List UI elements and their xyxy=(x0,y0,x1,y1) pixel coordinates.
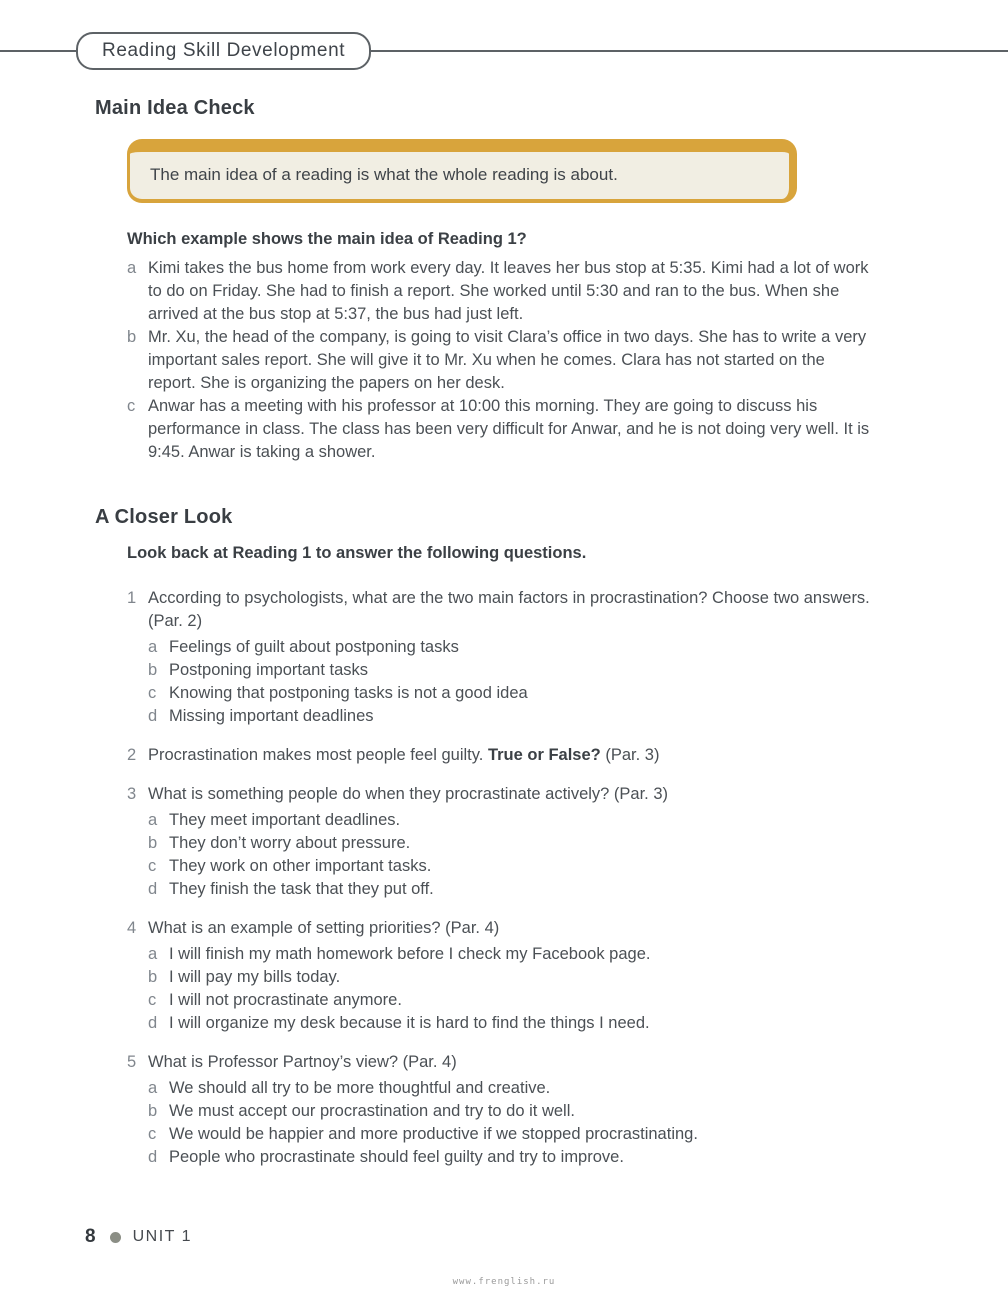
question-3 xyxy=(127,783,872,901)
option-c xyxy=(148,989,872,1012)
main-idea-callout: The main idea of a reading is what the whole reading is about. xyxy=(127,139,797,203)
option-b xyxy=(148,966,872,989)
question-4 xyxy=(127,917,872,1035)
main-idea-heading: Main Idea Check xyxy=(95,97,255,119)
option-c xyxy=(148,855,872,878)
option-d xyxy=(148,1012,872,1035)
example-item-a xyxy=(127,257,872,326)
question-text-pre: What is an example of setting priorities? (Par. 4) xyxy=(148,919,500,937)
example-letter: b xyxy=(127,328,137,346)
main-idea-prompt: Which example shows the main idea of Reading 1? xyxy=(127,230,527,248)
question-text xyxy=(148,587,872,633)
option-letter: a xyxy=(148,638,158,656)
watermark: www.frenglish.ru xyxy=(452,1277,556,1287)
option-letter: b xyxy=(148,834,158,852)
option-c xyxy=(148,682,872,705)
option-b xyxy=(148,832,872,855)
question-text xyxy=(148,1051,872,1074)
question-text-pre: According to psychologists, what are the two main factors in procrastination? Choose two answers. (Par. 2) xyxy=(148,589,870,630)
option-b xyxy=(148,1100,872,1123)
page-footer xyxy=(85,1226,192,1248)
option-text: They don’t worry about pressure. xyxy=(169,834,411,852)
question-row xyxy=(127,587,872,633)
option-text: I will not procrastinate anymore. xyxy=(169,991,402,1009)
option-letter: d xyxy=(148,880,158,898)
footer-bullet-icon xyxy=(110,1232,121,1243)
question-text xyxy=(148,917,872,940)
example-text: Mr. Xu, the head of the company, is going to visit Clara’s office in two days. She has to write a very important sales report. She will give it to Mr. Xu when he comes. Clara has not started on the report. She is organizing the papers on her desk. xyxy=(148,328,867,392)
option-text: They finish the task that they put off. xyxy=(169,880,434,898)
question-number: 2 xyxy=(127,746,137,764)
option-text: They meet important deadlines. xyxy=(169,811,401,829)
option-letter: d xyxy=(148,707,158,725)
example-letter: c xyxy=(127,397,136,415)
option-text: They work on other important tasks. xyxy=(169,857,432,875)
option-list xyxy=(148,809,872,901)
section-tab: Reading Skill Development xyxy=(76,32,371,70)
option-c xyxy=(148,1123,872,1146)
option-letter: d xyxy=(148,1014,158,1032)
option-text: Postponing important tasks xyxy=(169,661,369,679)
closer-look-heading: A Closer Look xyxy=(95,506,233,528)
question-text xyxy=(148,783,872,806)
option-text: I will organize my desk because it is hard to find the things I need. xyxy=(169,1014,650,1032)
option-letter: c xyxy=(148,991,157,1009)
option-list xyxy=(148,943,872,1035)
option-text: Feelings of guilt about postponing tasks xyxy=(169,638,459,656)
option-list xyxy=(148,1077,872,1169)
option-text: I will finish my math homework before I check my Facebook page. xyxy=(169,945,651,963)
option-a xyxy=(148,809,872,832)
question-1 xyxy=(127,587,872,728)
example-text: Anwar has a meeting with his professor at 10:00 this morning. They are going to discuss his performance in class. The class has been very difficult for Anwar, and he is not doing very well. It is 9:45. Anwar is taking a shower. xyxy=(148,397,870,461)
question-list xyxy=(127,587,872,1169)
option-a xyxy=(148,943,872,966)
closer-look-instruction: Look back at Reading 1 to answer the following questions. xyxy=(127,544,587,562)
question-number: 4 xyxy=(127,919,137,937)
question-text xyxy=(148,744,872,767)
header-tab-row xyxy=(0,32,1008,70)
question-2 xyxy=(127,744,872,767)
option-letter: c xyxy=(148,857,157,875)
option-letter: d xyxy=(148,1148,158,1166)
option-list xyxy=(148,636,872,728)
question-text-pre: What is something people do when they procrastinate actively? (Par. 3) xyxy=(148,785,669,803)
option-letter: a xyxy=(148,811,158,829)
option-d xyxy=(148,1146,872,1169)
example-text: Kimi takes the bus home from work every day. It leaves her bus stop at 5:35. Kimi had a lot of work to do on Friday. She had to finish a report. She worked until 5:30 and ran to the bus. When she arrived at the bus stop at 5:37, the bus had just left. xyxy=(148,259,869,323)
option-letter: b xyxy=(148,1102,158,1120)
option-text: We must accept our procrastination and try to do it well. xyxy=(169,1102,575,1120)
question-number: 1 xyxy=(127,589,137,607)
option-a xyxy=(148,636,872,659)
option-text: Knowing that postponing tasks is not a good idea xyxy=(169,684,528,702)
option-letter: c xyxy=(148,684,157,702)
option-text: We would be happier and more productive if we stopped procrastinating. xyxy=(169,1125,698,1143)
option-letter: a xyxy=(148,1079,158,1097)
option-text: We should all try to be more thoughtful and creative. xyxy=(169,1079,551,1097)
option-text: I will pay my bills today. xyxy=(169,968,341,986)
example-list xyxy=(127,257,872,464)
question-row xyxy=(127,1051,872,1074)
question-number: 3 xyxy=(127,785,137,803)
question-5 xyxy=(127,1051,872,1169)
option-letter: a xyxy=(148,945,158,963)
question-text-post: (Par. 3) xyxy=(600,746,660,764)
option-text: Missing important deadlines xyxy=(169,707,374,725)
example-letter: a xyxy=(127,259,137,277)
question-text-pre: What is Professor Partnoy’s view? (Par. 4) xyxy=(148,1053,457,1071)
option-a xyxy=(148,1077,872,1100)
question-row xyxy=(127,783,872,806)
option-letter: b xyxy=(148,968,158,986)
question-text-pre: Procrastination makes most people feel guilty. xyxy=(148,746,488,764)
option-letter: b xyxy=(148,661,158,679)
example-item-b xyxy=(127,326,872,395)
example-item-c xyxy=(127,395,872,464)
option-b xyxy=(148,659,872,682)
question-text-bold: True or False? xyxy=(487,746,601,764)
page-number: 8 xyxy=(85,1226,96,1247)
header-rule-left xyxy=(0,50,76,52)
option-d xyxy=(148,705,872,728)
question-row xyxy=(127,917,872,940)
option-d xyxy=(148,878,872,901)
header-rule-right xyxy=(371,50,1008,52)
question-number: 5 xyxy=(127,1053,137,1071)
option-text: People who procrastinate should feel guilty and try to improve. xyxy=(169,1148,624,1166)
option-letter: c xyxy=(148,1125,157,1143)
unit-label: UNIT 1 xyxy=(132,1228,192,1245)
question-row xyxy=(127,744,872,767)
